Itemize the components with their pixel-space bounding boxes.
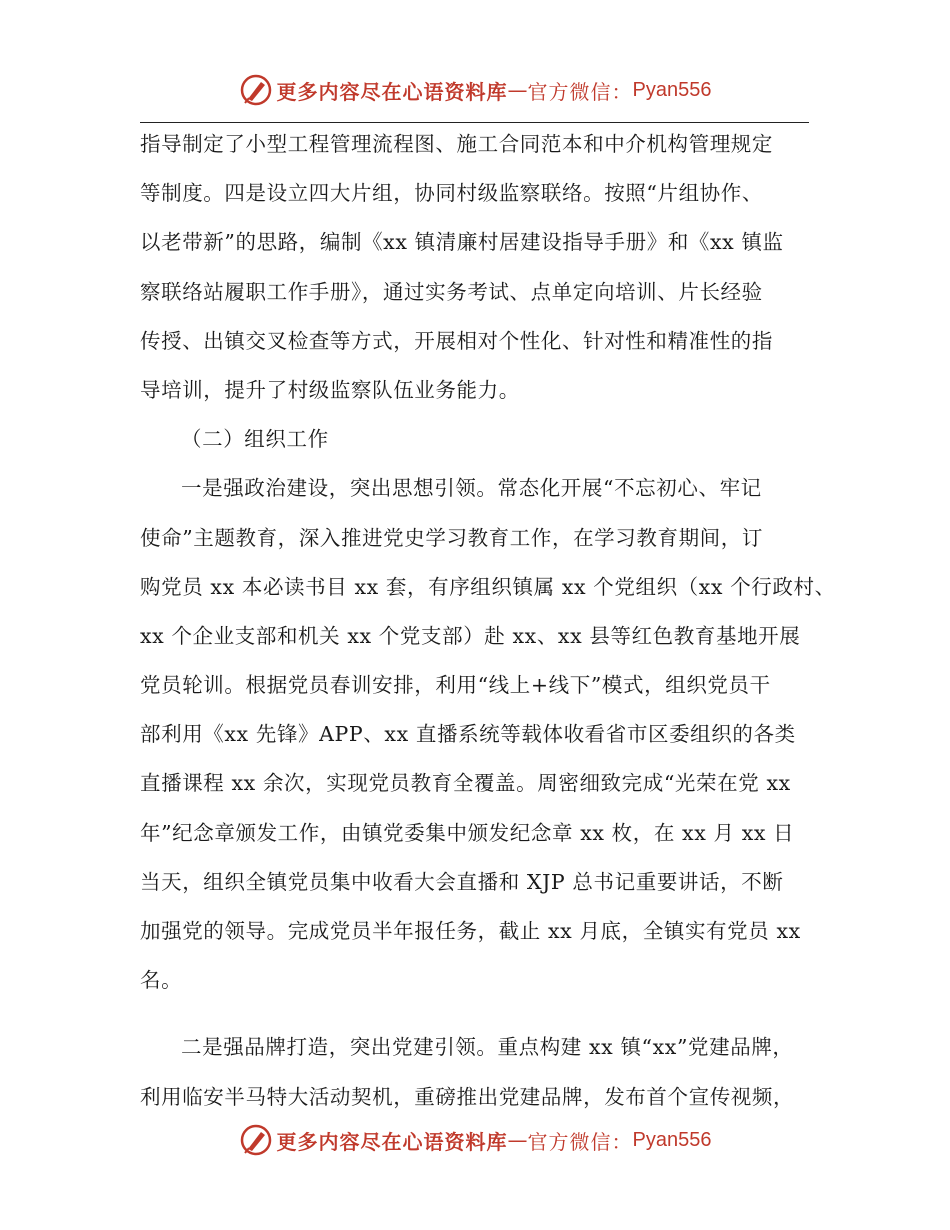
body-line: 当天，组织全镇党员集中收看大会直播和 XJP 总书记重要讲话，不断 xyxy=(140,869,784,894)
footer-dash: — xyxy=(507,1128,528,1152)
body-line: 指导制定了小型工程管理流程图、施工合同范本和中介机构管理规定 xyxy=(140,132,773,156)
body-line: 察联络站履职工作手册》，通过实务考试、点单定向培训、片长经验 xyxy=(140,279,763,304)
body-line: xx 个企业支部和机关 xx 个党支部）赴 xx、xx 县等红色教育基地开展 xyxy=(140,623,801,648)
body-line: 使命”主题教育，深入推进党史学习教育工作，在学习教育期间，订 xyxy=(140,525,763,550)
body-line: 等制度。四是设立四大片组，协同村级监察联络。按照“片组协作、 xyxy=(140,181,763,206)
body-line: 二是强品牌打造，突出党建引领。重点构建 xx 镇“xx”党建品牌， xyxy=(181,1035,794,1060)
document-body xyxy=(140,120,836,1122)
footer-wechat-id: Pyan556 xyxy=(632,1128,712,1151)
body-line: 一是强政治建设，突出思想引领。常态化开展“不忘初心、牢记 xyxy=(181,476,762,501)
footer-slogan: 更多内容尽在心语资料库 xyxy=(276,1129,508,1154)
body-line: 年”纪念章颁发工作，由镇党委集中颁发纪念章 xx 枚，在 xx 月 xx 日 xyxy=(140,820,795,845)
header-banner xyxy=(0,70,950,110)
header-dash: — xyxy=(507,78,528,102)
body-line: 以老带新”的思路，编制《xx 镇清廉村居建设指导手册》和《xx 镇监 xyxy=(140,230,784,255)
header-slogan: 更多内容尽在心语资料库 xyxy=(276,79,508,104)
body-line: 利用临安半马特大活动契机，重磅推出党建品牌，发布首个宣传视频， xyxy=(140,1084,795,1109)
body-line: 导培训，提升了村级监察队伍业务能力。 xyxy=(140,377,520,402)
paragraph-gap xyxy=(140,1005,820,1023)
body-line: 名。 xyxy=(140,968,183,993)
body-line: 直播课程 xx 余次，实现党员教育全覆盖。周密细致完成“光荣在党 xx xyxy=(140,771,791,796)
body-line: 加强党的领导。完成党员半年报任务，截止 xx 月底，全镇实有党员 xx xyxy=(140,919,801,943)
body-line: 购党员 xx 本必读书目 xx 套，有序组织镇属 xx 个党组织（xx 个行政村、 xyxy=(140,574,836,599)
footer-wechat-label: 官方微信： xyxy=(527,1129,633,1154)
body-line: 传授、出镇交叉检查等方式，开展相对个性化、针对性和精准性的指 xyxy=(140,328,773,353)
footer-banner xyxy=(0,1120,950,1160)
header-wechat-label: 官方微信： xyxy=(527,79,633,104)
quill-logo-icon xyxy=(239,73,273,107)
body-line: 党员轮训。根据党员春训安排，利用“线上+线下”模式，组织党员干 xyxy=(140,673,771,698)
header-wechat-id: Pyan556 xyxy=(632,78,712,101)
section-heading: （二）组织工作 xyxy=(181,427,329,452)
quill-logo-icon xyxy=(239,1123,273,1157)
body-line: 部利用《xx 先锋》APP、xx 直播系统等载体收看省市区委组织的各类 xyxy=(140,722,796,747)
